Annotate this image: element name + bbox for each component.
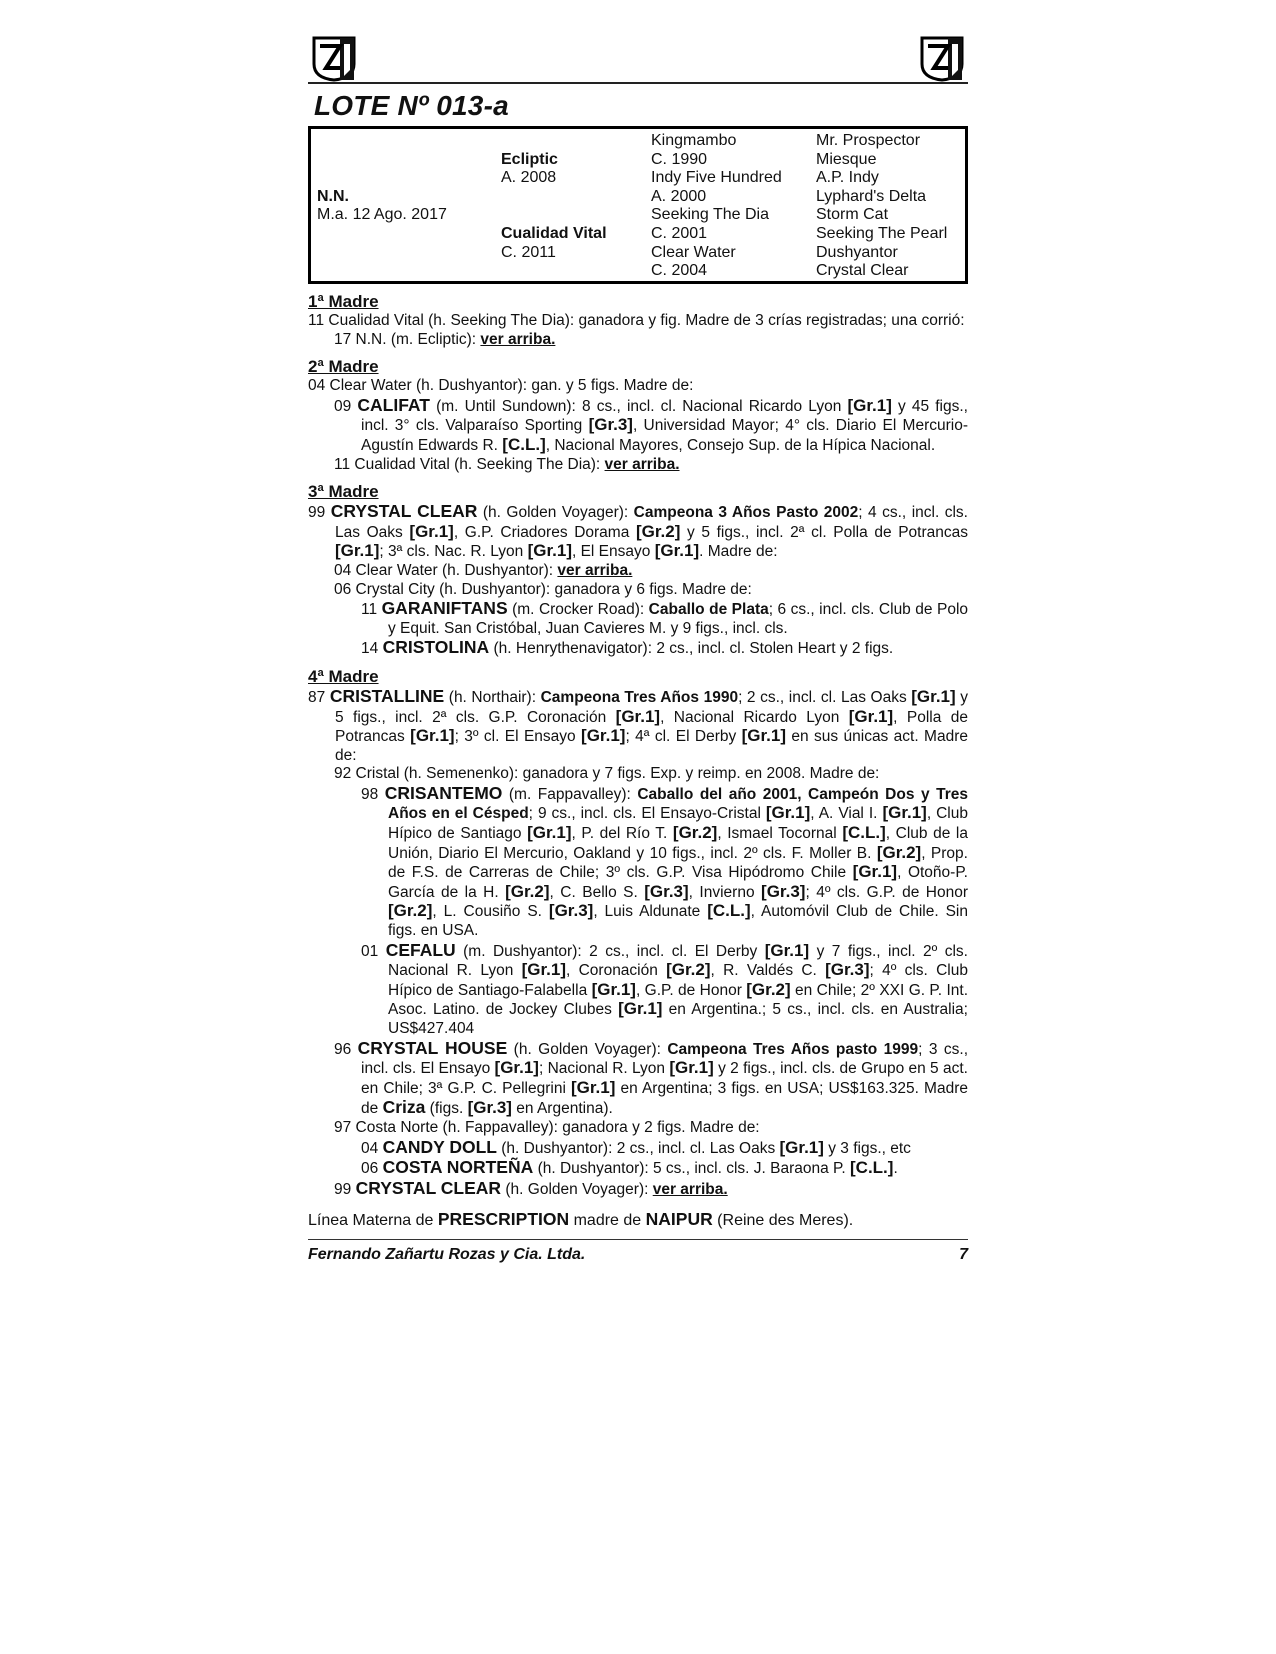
subject-name: N.N. [317, 187, 349, 205]
section-title: 3ª Madre [308, 482, 379, 502]
grandparent-cell: C. 2001 [651, 224, 708, 242]
pedigree-table [308, 126, 968, 284]
great-grandparent-cell: Seeking The Pearl [816, 224, 948, 242]
great-grandparent-cell: A.P. Indy [816, 169, 879, 187]
grandparent-cell: Indy Five Hundred [651, 169, 782, 187]
horse-name: COSTA NORTEÑA [382, 1157, 534, 1178]
maternal-line-note: Línea Materna de PRESCRIPTION madre de NAIPUR (Reine des Meres). [308, 1209, 854, 1230]
horse-name: CRYSTAL HOUSE [357, 1037, 508, 1058]
ver-arriba-link[interactable]: ver arriba. [652, 1180, 728, 1198]
grandparent-cell: C. 2004 [651, 262, 708, 280]
horse-name: CRISTALLINE [329, 685, 445, 706]
page-number: 7 [959, 1246, 968, 1264]
ver-arriba-link[interactable]: ver arriba. [480, 330, 556, 348]
pedigree-col-great-grandparents [816, 132, 947, 281]
section-third-dam [308, 482, 968, 659]
grandparent-cell: Seeking The Dia [651, 206, 769, 224]
zr-logo-right [918, 34, 966, 82]
dam-entry: 87 CRISTALLINE (h. Northair): Campeona Tres Años 1990; 2 cs., incl. cl. Las Oaks [Gr.1] y 5 figs., incl. 2ª cls. G.P. Coronación [Gr.1], Nacional Ricardo Lyon [Gr.1], Polla de Potrancas [Gr.1]; 3º cl. El Ensayo [Gr.1]; 4ª cl. El Derby [Gr.1] en sus únicas act. Madre de: [308, 685, 968, 764]
produce-entry: 09 CALIFAT (m. Until Sundown): 8 cs., incl. cl. Nacional Ricardo Lyon [Gr.1] y 45 figs., incl. 3° cls. Valparaíso Sporting [Gr.3], Universidad Mayor; 4° cls. Diario El Mercurio-Agustín Edwards R. [C.L.], Nacional Mayores, Consejo Sup. de la Hípica Nacional. [334, 394, 969, 454]
produce-entry: 04 CANDY DOLL (h. Dushyantor): 2 cs., incl. cl. Las Oaks [Gr.1] y 3 figs., etc [361, 1136, 911, 1157]
dam-info: C. 2011 [501, 243, 556, 261]
great-grandparent-cell: Storm Cat [816, 206, 889, 224]
pedigree-col-parents [501, 132, 607, 281]
produce-entry: 01 CEFALU (m. Dushyantor): 2 cs., incl. cl. El Derby [Gr.1] y 7 figs., incl. 2º cls. Nacional R. Lyon [Gr.1], Coronación [Gr.2], R. Valdés C. [Gr.3]; 4º cls. Club Hípico de Santiago-Falabella [Gr.1], G.P. de Honor [Gr.2] en Chile; 2º XXI G. P. Int. Asoc. Latino. de Jockey Clubes [Gr.1] en Argentina.; 5 cs., incl. cls. en Australia; US$427.404 [361, 939, 968, 1037]
produce-entry: 97 Costa Norte (h. Fappavalley): ganadora y 2 figs. Madre de: [334, 1118, 760, 1136]
produce-entry: 99 CRYSTAL CLEAR (h. Golden Voyager): ver arriba. [334, 1177, 728, 1198]
produce-entry: 14 CRISTOLINA (h. Henrythenavigator): 2 cs., incl. cl. Stolen Heart y 2 figs. [361, 637, 894, 658]
produce-entry: 04 Clear Water (h. Dushyantor): ver arriba. [334, 561, 633, 579]
horse-name: CRYSTAL CLEAR [355, 1177, 502, 1198]
sire-info: A. 2008 [501, 169, 557, 187]
produce-entry: 17 N.N. (m. Ecliptic): ver arriba. [334, 330, 556, 348]
horse-name: CRISTOLINA [382, 637, 490, 658]
lote-title: LOTE Nº 013-a [314, 90, 509, 121]
produce-entry: 96 CRYSTAL HOUSE (h. Golden Voyager): Campeona Tres Años pasto 1999; 3 cs., incl. cls. El Ensayo [Gr.1]; Nacional R. Lyon [Gr.1] y 2 figs., incl. cls. de Grupo en 5 act. en Chile; 3ª G.P. C. Pellegrini [Gr.1] en Argentina; 3 figs. en USA; US$163.325. Madre de Criza (figs. [Gr.3] en Argentina). [334, 1037, 968, 1118]
section-first-dam [308, 292, 968, 349]
section-title: 4ª Madre [308, 666, 379, 686]
grandparent-cell: Clear Water [651, 243, 736, 261]
company-name: Fernando Zañartu Rozas y Cia. Ltda. [308, 1246, 586, 1264]
footer-divider [308, 1239, 968, 1240]
horse-name: CALIFAT [357, 394, 430, 415]
grandparent-cell: A. 2000 [651, 187, 707, 205]
section-title: 2ª Madre [308, 357, 379, 377]
horse-name: CANDY DOLL [382, 1136, 497, 1157]
ver-arriba-link[interactable]: ver arriba. [557, 561, 633, 579]
produce-entry: 92 Cristal (h. Semenenko): ganadora y 7 figs. Exp. y reimp. en 2008. Madre de: [334, 765, 880, 783]
section-fourth-dam [308, 667, 968, 1199]
great-grandparent-cell: Lyphard's Delta [816, 187, 927, 205]
subject-birth: M.a. 12 Ago. 2017 [317, 206, 447, 224]
horse-name: CRYSTAL CLEAR [330, 501, 478, 522]
section-second-dam [308, 357, 968, 474]
catalog-page [308, 32, 968, 1264]
pedigree-col-subject [317, 132, 447, 281]
horse-name: CRISANTEMO [384, 782, 503, 803]
dam-name: Cualidad Vital [501, 224, 607, 242]
ver-arriba-link[interactable]: ver arriba. [604, 455, 680, 473]
dam-entry: 11 Cualidad Vital (h. Seeking The Dia): ganadora y fig. Madre de 3 crías registradas; una corrió: [308, 312, 965, 329]
grandparent-cell: Kingmambo [651, 132, 737, 149]
sire-name: Ecliptic [501, 150, 558, 168]
great-grandparent-cell: Miesque [816, 150, 877, 168]
produce-entry: 06 COSTA NORTEÑA (h. Dushyantor): 5 cs., incl. cls. J. Baraona P. [C.L.]. [361, 1157, 898, 1178]
header-divider [308, 82, 968, 84]
great-grandparent-cell: Mr. Prospector [816, 132, 921, 149]
page-header [308, 32, 968, 84]
dam-entry: 99 CRYSTAL CLEAR (h. Golden Voyager): Campeona 3 Años Pasto 2002; 4 cs., incl. cls. Las Oaks [Gr.1], G.P. Criadores Dorama [Gr.2] y 5 figs., incl. 2ª cl. Polla de Potrancas [Gr.1]; 3ª cls. Nac. R. Lyon [Gr.1], El Ensayo [Gr.1]. Madre de: [308, 501, 969, 561]
section-title: 1ª Madre [308, 292, 379, 311]
produce-entry: 06 Crystal City (h. Dushyantor): ganadora y 6 figs. Madre de: [334, 580, 752, 598]
produce-entry: 11 Cualidad Vital (h. Seeking The Dia): ver arriba. [334, 455, 680, 473]
great-grandparent-cell: Dushyantor [816, 243, 898, 261]
produce-entry: 11 GARANIFTANS (m. Crocker Road): Caballo de Plata; 6 cs., incl. cls. Club de Polo y Equit. San Cristóbal, Juan Cavieres M. y 9 figs., incl. cls. [361, 598, 969, 637]
page-footer [308, 1246, 968, 1264]
grandparent-cell: C. 1990 [651, 150, 708, 168]
zr-logo-left [310, 34, 358, 82]
produce-entry: 98 CRISANTEMO (m. Fappavalley): Caballo del año 2001, Campeón Dos y Tres Años en el Césped; 9 cs., incl. cls. El Ensayo-Cristal [Gr.1], A. Vial I. [Gr.1], Club Hípico de Santiago [Gr.1], P. del Río T. [Gr.2], Ismael Tocornal [C.L.], Club de la Unión, Diario El Mercurio, Oakland y 10 figs., incl. 2º cls. F. Moller B. [Gr.2], Prop. de F.S. de Carreras de Chile; 3º cls. G.P. Visa Hipódromo Chile [Gr.1], Otoño-P. García de la H. [Gr.2], C. Bello S. [Gr.3], Invierno [Gr.3]; 4º cls. G.P. de Honor [Gr.2], L. Cousiño S. [Gr.3], Luis Aldunate [C.L.], Automóvil Club de Chile. Sin figs. en USA. [361, 782, 968, 940]
horse-name: CEFALU [385, 939, 456, 960]
horse-name: GARANIFTANS [381, 598, 508, 619]
great-grandparent-cell: Crystal Clear [816, 262, 909, 280]
pedigree-col-grandparents [651, 132, 782, 281]
dam-entry: 04 Clear Water (h. Dushyantor): gan. y 5 figs. Madre de: [308, 377, 694, 395]
